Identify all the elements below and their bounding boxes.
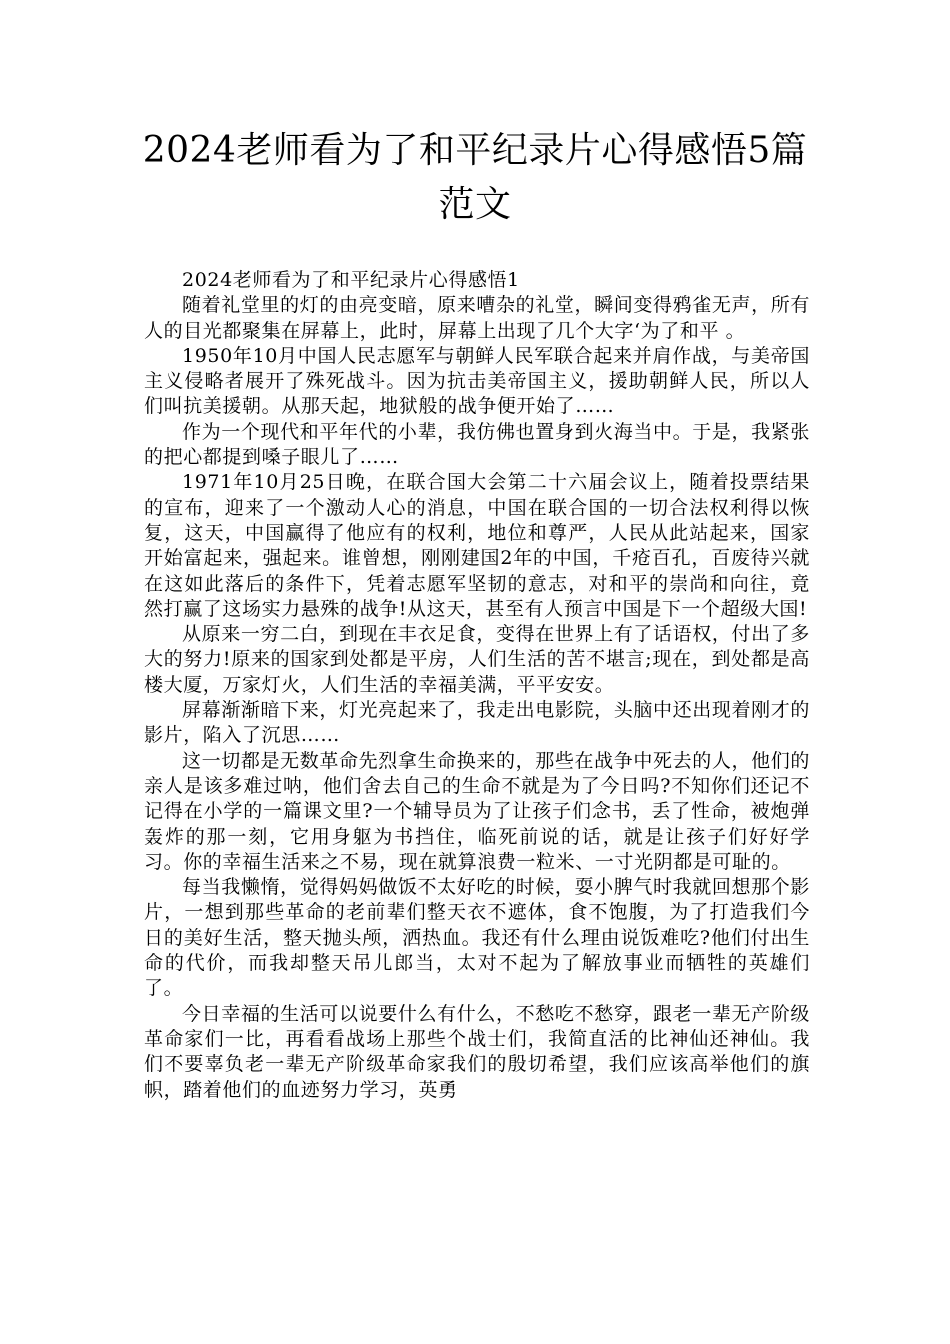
section-heading: 2024老师看为了和平纪录片心得感悟1: [182, 269, 520, 291]
paragraph: 这一切都是无数革命先烈拿生命换来的，那些在战争中死去的人，他们的亲人是该多难过呐，他们舍去自己的生命不就是为了今日吗?不知你们还记不记得在小学的一篇课文里?一个辅导员为了让孩子们念书，丢了性命，被炮弹轰炸的那一刻，它用身躯为书挡住，临死前说的话，就是让孩子们好好学习。你的幸福生活来之不易，现在就算浪费一粒米、一寸光阴都是可耻的。: [144, 749, 810, 873]
paragraph: 今日幸福的生活可以说要什么有什么，不愁吃不愁穿，跟老一辈无产阶级革命家们一比，再看看战场上那些个战士们，我简直活的比神仙还神仙。我们不要辜负老一辈无产阶级革命家我们的殷切希望，我们应该高举他们的旗帜，踏着他们的血迹努力学习，英勇: [144, 1002, 810, 1101]
paragraph: 从原来一穷二白，到现在丰衣足食，变得在世界上有了话语权，付出了多大的努力!原来的国家到处都是平房，人们生活的苦不堪言;现在，到处都是高楼大厦，万家灯火，人们生活的幸福美满，平平安安。: [144, 623, 810, 696]
paragraph: 随着礼堂里的灯的由亮变暗，原来嘈杂的礼堂，瞬间变得鸦雀无声，所有人的目光都聚集在屏幕上，此时，屏幕上出现了几个大字‘为了和平 。: [144, 294, 810, 342]
paragraph: 屏幕渐渐暗下来，灯光亮起来了，我走出电影院，头脑中还出现着刚才的影片，陷入了沉思……: [144, 699, 810, 747]
paragraph: 每当我懒惰，觉得妈妈做饭不太好吃的时候，耍小脾气时我就回想那个影片，一想到那些革命的老前辈们整天衣不遮体，食不饱腹，为了打造我们今日的美好生活，整天抛头颅，洒热血。我还有什么理由说饭难吃?他们付出生命的代价，而我却整天吊儿郎当，太对不起为了解放事业而牺牲的英雄们了。: [144, 876, 810, 1000]
paragraph: 1950年10月中国人民志愿军与朝鲜人民军联合起来并肩作战，与美帝国主义侵略者展开了殊死战斗。因为抗击美帝国主义，援助朝鲜人民，所以人们叫抗美援朝。从那天起，地狱般的战争便开始了……: [144, 344, 810, 418]
paragraph: 作为一个现代和平年代的小辈，我仿佛也置身到火海当中。于是，我紧张的把心都提到嗓子眼儿了……: [144, 420, 810, 469]
document-body: [144, 268, 810, 1103]
document-title: 2024老师看为了和平纪录片心得感悟5篇范文: [142, 130, 808, 225]
paragraph: 1971年10月25日晚，在联合国大会第二十六届会议上，随着投票结果的宣布，迎来了一个激动人心的消息，中国在联合国的一切合法权利得以恢复，这天，中国赢得了他应有的权利，地位和尊严，人民从此站起来，国家开始富起来，强起来。谁曾想，刚刚建国2年的中国，千疮百孔，百废待兴就在这如此落后的条件下，凭着志愿军坚韧的意志，对和平的崇尚和向往，竟然打赢了这场实力悬殊的战争!从这天，甚至有人预言中国是下一个超级大国!: [144, 471, 810, 620]
